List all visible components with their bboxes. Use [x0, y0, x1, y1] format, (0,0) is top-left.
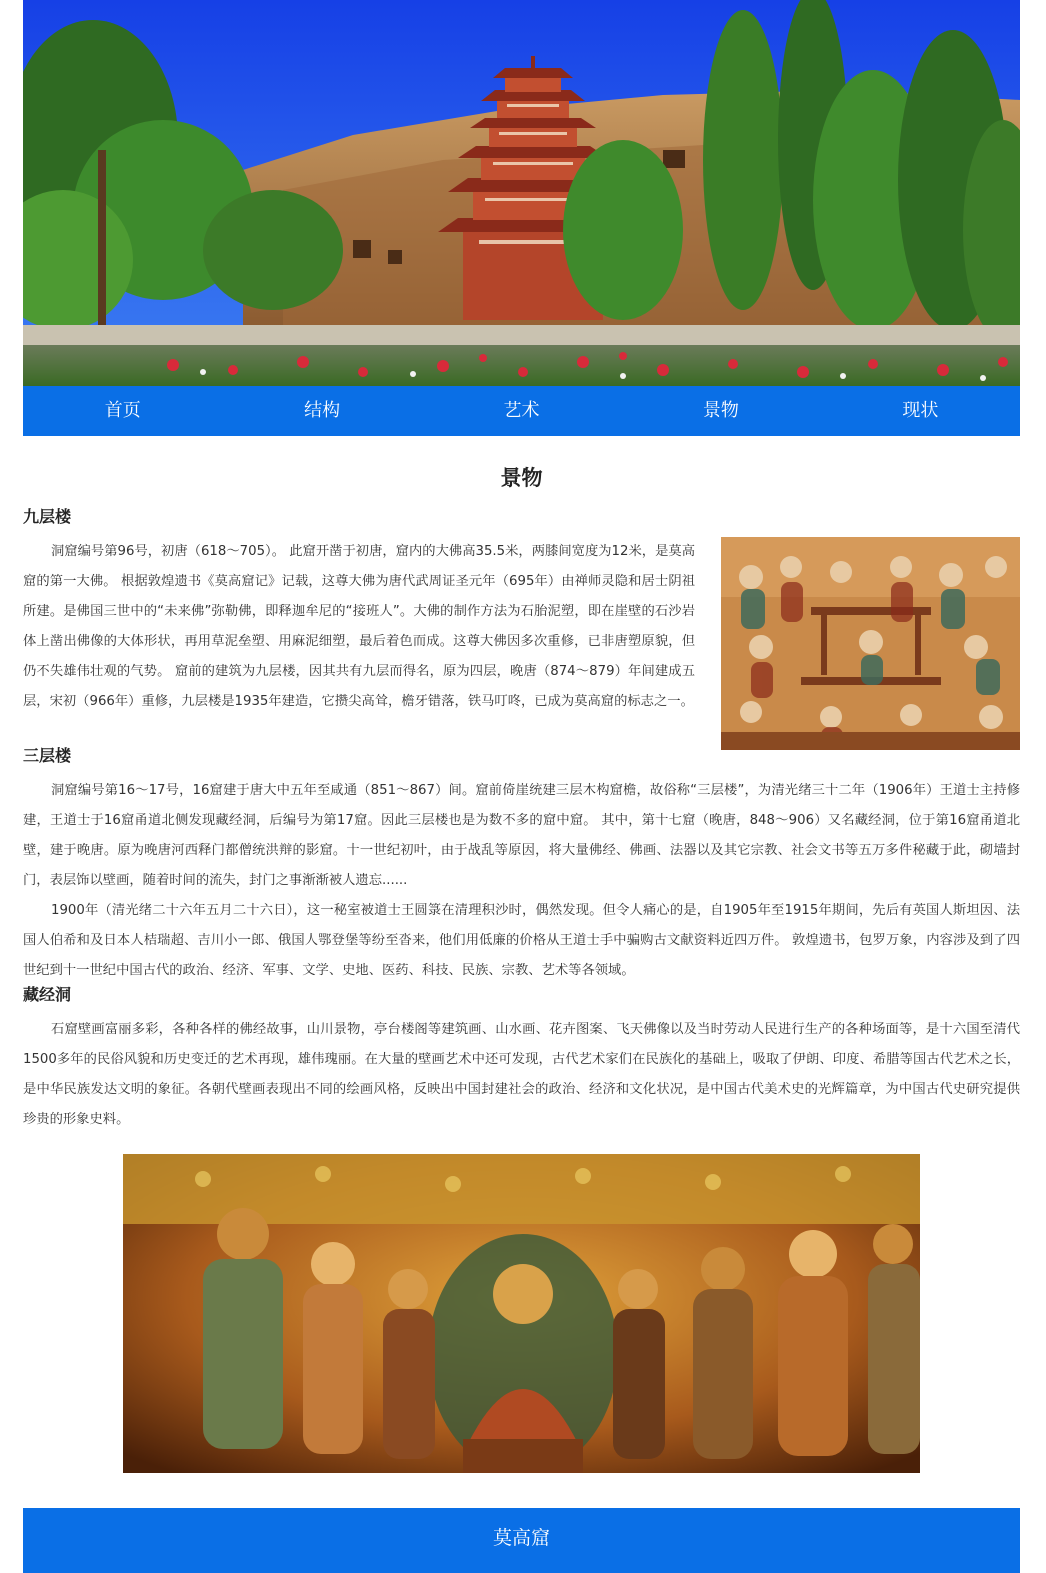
page-title: 景物	[500, 466, 543, 490]
page	[23, 0, 1020, 1549]
main-nav	[23, 386, 1020, 436]
section-paragraph: 1900年（清光绪二十六年五月二十六日），这一秘室被道士王圆箓在清理积沙时，偶然发现。但令人痛心的是，自1905年至1915年期间，先后有英国人斯坦因、法国人伯希和及日本人桔瑞超、吉川小一郎、俄国人鄂登堡等纷至沓来，他们用低廉的价格从王道士手中骗购古文献资料近四万件。 敦煌遗书，包罗万象，内容涉及到了四世纪到十一世纪中国古代的政治、经济、军事、文学、史地、医药、科技、民族、宗教、艺术等各领域。	[23, 903, 1020, 978]
section-library-cave	[23, 983, 1020, 1135]
section-heading: 九层楼	[23, 507, 72, 526]
section-heading: 藏经洞	[23, 985, 72, 1004]
footer-bar: 莫高窟	[23, 1508, 1020, 1573]
nav-item-structure[interactable]: 结构	[304, 400, 341, 421]
nav-item-art[interactable]: 艺术	[503, 400, 540, 421]
section-paragraph: 洞窟编号第96号，初唐（618～705）。 此窟开凿于初唐，窟内的大佛高35.5米，两膝间宽度为12米，是莫高窟的第一大佛。 根据敦煌遗书《莫高窟记》记载，这尊大佛为唐代武周证圣元年（695年）由禅师灵隐和居士阴祖所建。是佛国三世中的“未来佛”弥勒佛，即释迦牟尼的“接班人”。大佛的制作方法为石胎泥塑，即在崖壁的石沙岩体上凿出佛像的大体形状，再用草泥垒塑、用麻泥细塑，最后着色而成。这尊大佛因多次重修，已非唐塑原貌，但仍不失雄伟壮观的气势。 窟前的建筑为九层楼，因其共有九层而得名，原为四层，晚唐（874～879）年间建成五层，宋初（966年）重修，九层楼是1935年建造，它攒尖高耸，檐牙错落，铁马叮咚，已成为莫高窟的标志之一。	[23, 544, 695, 709]
section-heading: 三层楼	[23, 746, 72, 765]
banner-image	[23, 0, 1020, 386]
nav-item-scenery[interactable]: 景物	[702, 400, 739, 421]
grotto-statues-image	[123, 1154, 920, 1473]
nav-item-status[interactable]: 现状	[902, 400, 939, 421]
section-paragraph: 石窟壁画富丽多彩，各种各样的佛经故事，山川景物，亭台楼阁等建筑画、山水画、花卉图案、飞天佛像以及当时劳动人民进行生产的各种场面等，是十六国至清代1500多年的民俗风貌和历史变迁的艺术再现，雄伟瑰丽。在大量的壁画艺术中还可发现，古代艺术家们在民族化的基础上，吸取了伊朗、印度、希腊等国古代艺术之长，是中华民族发达文明的象征。各朝代壁画表现出不同的绘画风格，反映出中国封建社会的政治、经济和文化状况，是中国古代美术史的光辉篇章，为中国古代史研究提供珍贵的形象史料。	[23, 1022, 1020, 1127]
section-nine-storey	[23, 505, 1020, 717]
nav-item-home[interactable]: 首页	[104, 400, 141, 421]
section-three-storey	[23, 744, 1020, 986]
mural-image	[721, 537, 1020, 750]
section-paragraph: 洞窟编号第16～17号，16窟建于唐大中五年至咸通（851～867）间。窟前倚崖统建三层木构窟檐，故俗称“三层楼”，为清光绪三十二年（1906年）王道士主持修建，王道士于16窟甬道北侧发现藏经洞，后编号为第17窟。因此三层楼也是为数不多的窟中窟。 其中，第十七窟（晚唐，848～906）又名藏经洞，位于第16窟甬道北壁，建于晚唐。原为晚唐河西释门都僧统洪辩的影窟。十一世纪初叶，由于战乱等原因，将大量佛经、佛画、法器以及其它宗教、社会文书等五万多件秘藏于此，砌墙封门，表层饰以壁画，随着时间的流失，封门之事渐渐被人遗忘......	[23, 783, 1020, 888]
